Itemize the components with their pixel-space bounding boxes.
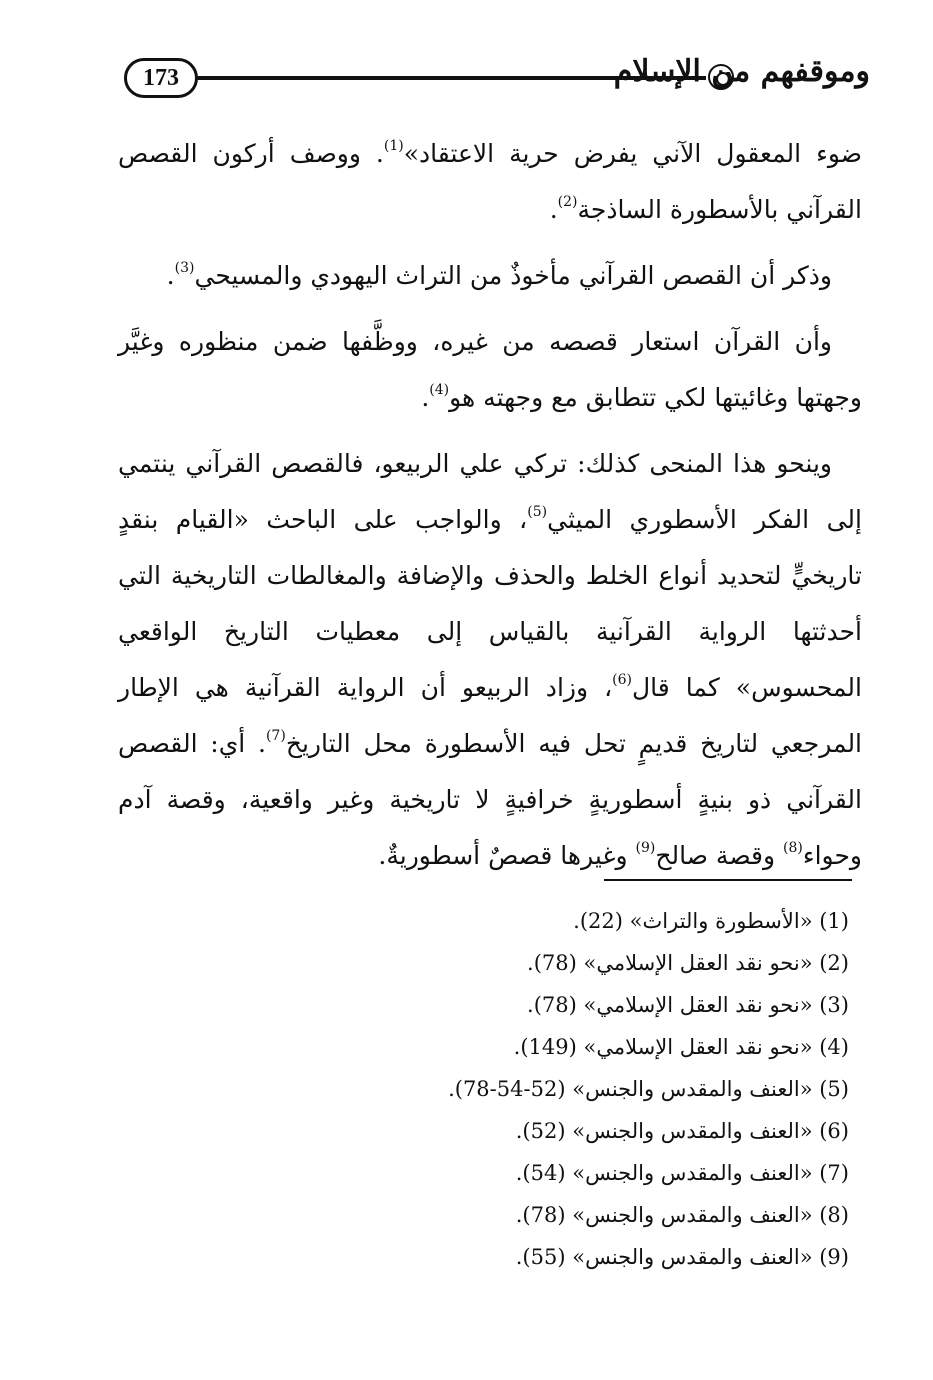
footnote-ref: (3) (174, 260, 195, 276)
footnotes (329, 900, 849, 1278)
footnote-separator (604, 879, 852, 881)
text-span: وينحو هذا المنحى كذلك: تركي علي الربيعو، فالقصص القرآني ينتمي إلى الفكر الأسطوري الميثي (118, 449, 862, 534)
footnote-1: (1) «الأسطورة والتراث» (22). (573, 909, 849, 933)
text-span: ضوء المعقول الآني يفرض حرية الاعتقاد» (403, 139, 862, 168)
text-span: وقصة صالح (655, 841, 783, 870)
footnote-ref: (9) (635, 840, 656, 856)
body-text (118, 126, 862, 894)
footnote-4: (4) «نحو نقد العقل الإسلامي» (149). (513, 1035, 849, 1059)
paragraph-4 (118, 436, 862, 884)
footnote-ref: (6) (612, 672, 633, 688)
footnote-ref: (5) (527, 504, 548, 520)
page-number: 173 (124, 58, 198, 98)
footnote-ref: (4) (429, 382, 450, 398)
text-span: ، وزاد الربيعو أن الرواية القرآنية هي الإطار المرجعي لتاريخ قديمٍ تحل فيه الأسطورة محل التاريخ (118, 673, 863, 758)
footnote-ref: (8) (782, 840, 803, 856)
footnote-5: (5) «العنف والمقدس والجنس» (52-54-78). (448, 1077, 849, 1101)
text-span: . (421, 383, 430, 412)
text-span: وغيرها قصصٌ أسطوريةٌ. (378, 841, 636, 870)
footnote-7: (7) «العنف والمقدس والجنس» (54). (515, 1161, 849, 1185)
footnote-3: (3) «نحو نقد العقل الإسلامي» (78). (527, 993, 849, 1017)
footnote-6: (6) «العنف والمقدس والجنس» (52). (515, 1119, 849, 1143)
footnote-ref: (1) (383, 138, 404, 154)
footnote-ref: (7) (265, 728, 286, 744)
paragraph-2 (118, 248, 862, 304)
footnote-2: (2) «نحو نقد العقل الإسلامي» (78). (527, 951, 849, 975)
running-title: وموقفهم من الإسلام (613, 54, 870, 89)
paragraph-3 (118, 314, 862, 426)
footnote-8: (8) «العنف والمقدس والجنس» (78). (515, 1203, 849, 1227)
paragraph-1 (118, 126, 862, 238)
text-span: . (549, 195, 558, 224)
text-span: . (166, 261, 175, 290)
text-span: . أي: القصص القرآني ذو بنيةٍ أسطوريةٍ خرافيةٍ لا تاريخية وغير واقعية، وقصة آدم وحواء (118, 729, 862, 870)
text-span: ، والواجب على الباحث «القيام بنقدٍ تاريخيٍّ لتحديد أنواع الخلط والحذف والإضافة والمغالطات التاريخية التي أحدثتها الرواية القرآنية بالقياس إلى معطيات التاريخ الواقعي المحسوس» كما قال (118, 505, 862, 702)
footnote-ref: (2) (557, 194, 578, 210)
text-span: وذكر أن القصص القرآني مأخوذٌ من التراث اليهودي والمسيحي (194, 261, 832, 290)
text-span: وأن القرآن استعار قصصه من غيره، ووظَّفها ضمن منظوره وغيَّر وجهتها وغائيتها لكي تتطابق مع وجهته هو (118, 327, 862, 412)
text-span: . ووصف أركون القصص القرآني بالأسطورة الساذجة (118, 139, 862, 224)
page-header (118, 52, 870, 106)
footnote-9: (9) «العنف والمقدس والجنس» (55). (515, 1245, 849, 1269)
